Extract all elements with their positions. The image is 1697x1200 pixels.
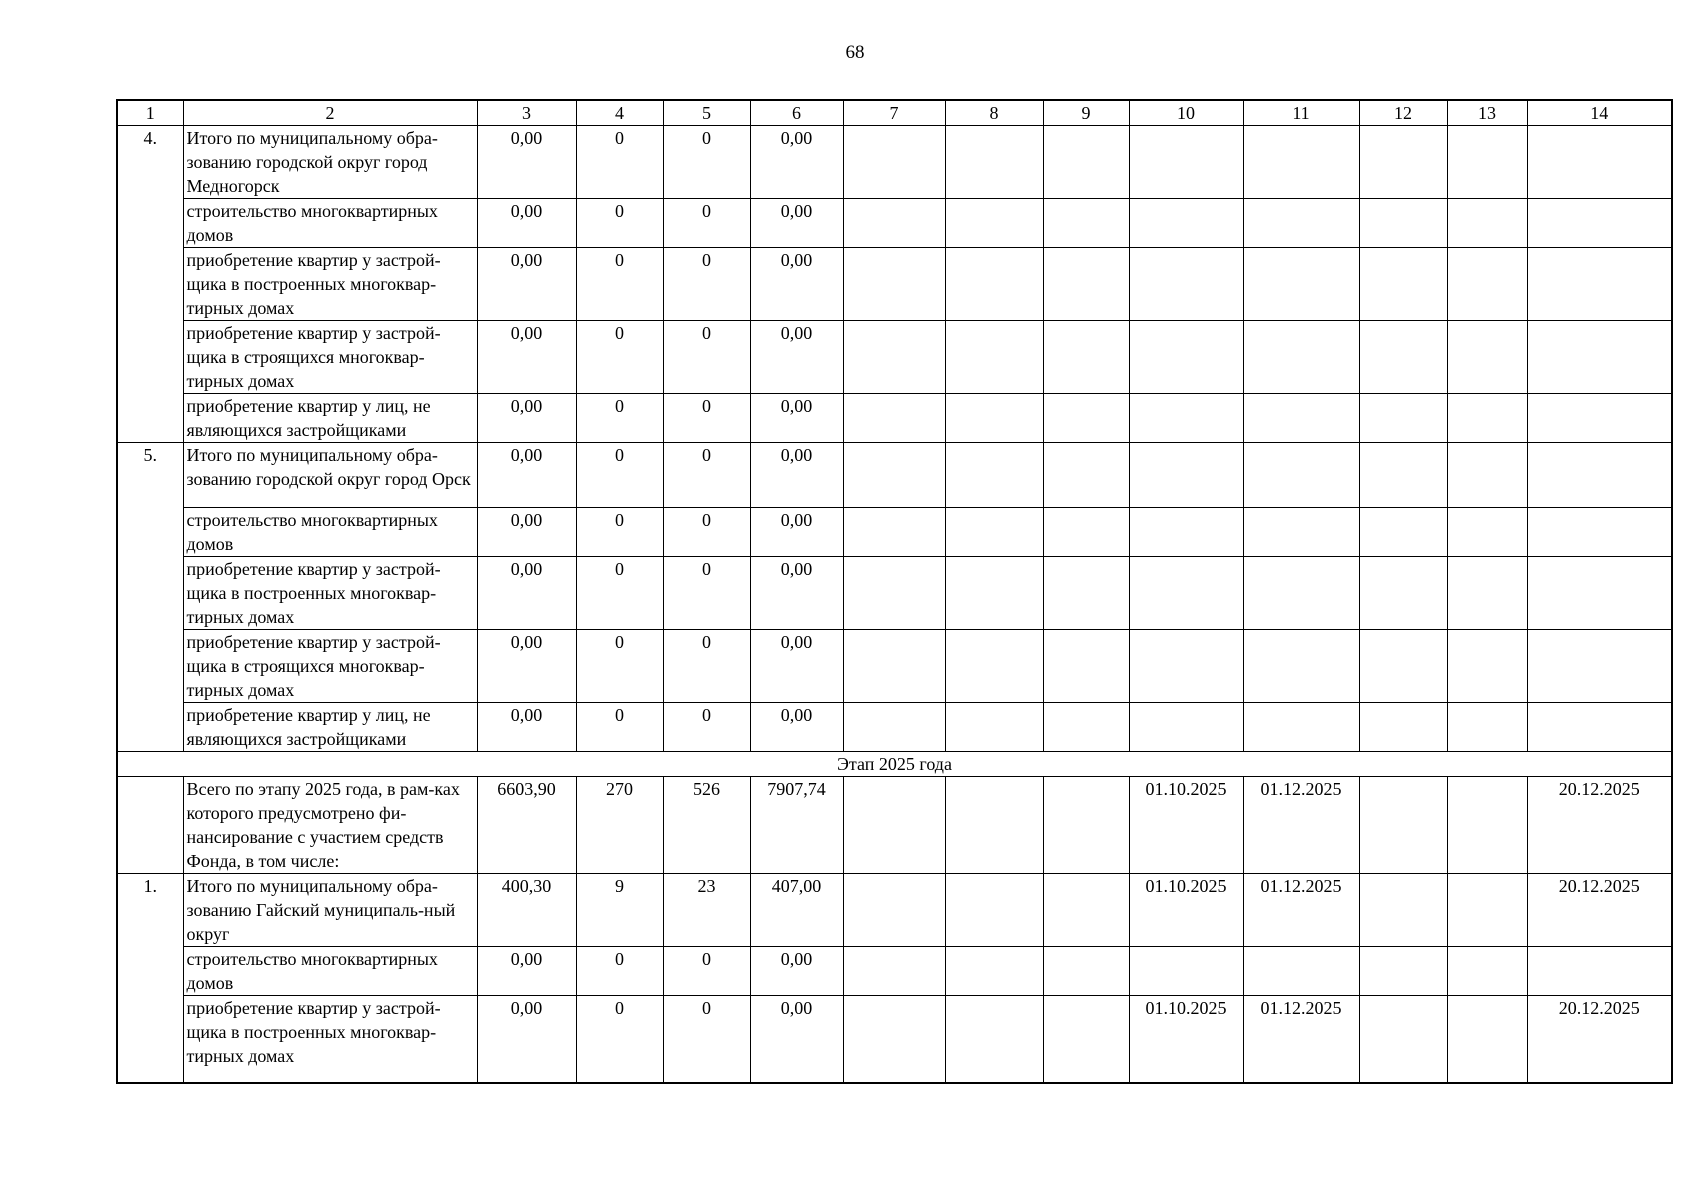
row-description: приобретение квартир у застрой-щика в строящихся многоквар-тирных домах [183,321,477,394]
cell-col-13 [1447,947,1527,996]
row-description: приобретение квартир у лиц, не являющихся застройщиками [183,703,477,752]
cell-col-10 [1129,248,1243,321]
cell-col-7 [843,703,945,752]
cell-col-9 [1043,630,1129,703]
cell-col-11 [1243,394,1359,443]
column-header-12: 12 [1359,100,1447,126]
column-header-5: 5 [663,100,750,126]
cell-col-9 [1043,557,1129,630]
cell-col-3: 400,30 [477,874,576,947]
cell-col-8 [945,199,1043,248]
cell-col-10: 01.10.2025 [1129,777,1243,874]
cell-col-11 [1243,443,1359,508]
cell-col-14 [1527,126,1672,199]
cell-col-4: 0 [576,443,663,508]
cell-col-12 [1359,557,1447,630]
column-header-7: 7 [843,100,945,126]
cell-col-8 [945,394,1043,443]
column-header-2: 2 [183,100,477,126]
cell-col-9 [1043,777,1129,874]
cell-col-6: 0,00 [750,126,843,199]
cell-col-7 [843,874,945,947]
row-description: строительство многоквартирных домов [183,199,477,248]
cell-col-7 [843,947,945,996]
cell-col-10 [1129,508,1243,557]
column-header-3: 3 [477,100,576,126]
cell-col-13 [1447,874,1527,947]
cell-col-10 [1129,394,1243,443]
cell-col-12 [1359,126,1447,199]
cell-col-5: 0 [663,508,750,557]
cell-col-3: 6603,90 [477,777,576,874]
cell-col-6: 0,00 [750,996,843,1083]
cell-col-12 [1359,248,1447,321]
cell-col-3: 0,00 [477,248,576,321]
cell-col-12 [1359,394,1447,443]
cell-col-14 [1527,508,1672,557]
cell-col-12 [1359,947,1447,996]
row-number: 1. [117,874,183,1083]
cell-col-13 [1447,126,1527,199]
cell-col-6: 0,00 [750,557,843,630]
cell-col-12 [1359,508,1447,557]
cell-col-9 [1043,248,1129,321]
cell-col-6: 7907,74 [750,777,843,874]
cell-col-5: 0 [663,394,750,443]
cell-col-9 [1043,947,1129,996]
cell-col-8 [945,777,1043,874]
cell-col-8 [945,557,1043,630]
cell-col-3: 0,00 [477,508,576,557]
column-header-10: 10 [1129,100,1243,126]
cell-col-6: 0,00 [750,703,843,752]
cell-col-8 [945,508,1043,557]
column-header-9: 9 [1043,100,1129,126]
column-header-1: 1 [117,100,183,126]
cell-col-8 [945,996,1043,1083]
table-row [117,996,1672,1083]
column-header-6: 6 [750,100,843,126]
cell-col-10 [1129,321,1243,394]
cell-col-12 [1359,874,1447,947]
stage-row [117,752,1672,777]
cell-col-10 [1129,199,1243,248]
cell-col-11: 01.12.2025 [1243,874,1359,947]
cell-col-9 [1043,199,1129,248]
row-number: 4. [117,126,183,443]
column-header-13: 13 [1447,100,1527,126]
cell-col-8 [945,443,1043,508]
cell-col-3: 0,00 [477,199,576,248]
cell-col-4: 0 [576,630,663,703]
cell-col-14: 20.12.2025 [1527,874,1672,947]
cell-col-10 [1129,703,1243,752]
cell-col-11 [1243,126,1359,199]
cell-col-13 [1447,703,1527,752]
cell-col-5: 0 [663,703,750,752]
cell-col-3: 0,00 [477,126,576,199]
cell-col-8 [945,248,1043,321]
table-row [117,199,1672,248]
table-row [117,703,1672,752]
cell-col-10: 01.10.2025 [1129,996,1243,1083]
cell-col-14 [1527,321,1672,394]
table-row [117,443,1672,508]
cell-col-9 [1043,394,1129,443]
cell-col-11 [1243,508,1359,557]
cell-col-3: 0,00 [477,703,576,752]
cell-col-3: 0,00 [477,394,576,443]
cell-col-11 [1243,321,1359,394]
cell-col-12 [1359,199,1447,248]
column-header-14: 14 [1527,100,1672,126]
cell-col-8 [945,874,1043,947]
cell-col-7 [843,394,945,443]
cell-col-6: 0,00 [750,508,843,557]
cell-col-10 [1129,126,1243,199]
table-row [117,126,1672,199]
cell-col-11: 01.12.2025 [1243,996,1359,1083]
cell-col-8 [945,126,1043,199]
cell-col-6: 0,00 [750,248,843,321]
cell-col-8 [945,321,1043,394]
cell-col-9 [1043,443,1129,508]
cell-col-11 [1243,630,1359,703]
cell-col-14 [1527,394,1672,443]
cell-col-13 [1447,557,1527,630]
row-description: строительство многоквартирных домов [183,508,477,557]
cell-col-7 [843,126,945,199]
cell-col-11 [1243,199,1359,248]
cell-col-6: 0,00 [750,394,843,443]
cell-col-13 [1447,394,1527,443]
cell-col-6: 0,00 [750,321,843,394]
cell-col-13 [1447,777,1527,874]
table-row [117,394,1672,443]
cell-col-11 [1243,557,1359,630]
cell-col-5: 0 [663,996,750,1083]
cell-col-6: 0,00 [750,947,843,996]
cell-col-13 [1447,996,1527,1083]
table-row [117,630,1672,703]
cell-col-14 [1527,199,1672,248]
cell-col-9 [1043,126,1129,199]
cell-col-3: 0,00 [477,996,576,1083]
cell-col-9 [1043,996,1129,1083]
cell-col-14 [1527,557,1672,630]
cell-col-9 [1043,703,1129,752]
header-row [117,100,1672,126]
cell-col-10 [1129,947,1243,996]
table-body [117,100,1672,1083]
cell-col-5: 23 [663,874,750,947]
cell-col-7 [843,996,945,1083]
cell-col-5: 0 [663,321,750,394]
cell-col-7 [843,557,945,630]
cell-col-12 [1359,703,1447,752]
page-number: 68 [845,42,865,63]
row-description: Итого по муниципальному обра-зованию городской округ город Орск [183,443,477,508]
row-description: Всего по этапу 2025 года, в рам-ках которого предусмотрено фи-нансирование с участием средств Фонда, в том числе: [183,777,477,874]
cell-col-4: 0 [576,199,663,248]
cell-col-7 [843,443,945,508]
table-row [117,321,1672,394]
cell-col-10: 01.10.2025 [1129,874,1243,947]
cell-col-13 [1447,248,1527,321]
cell-col-9 [1043,874,1129,947]
row-description: приобретение квартир у застрой-щика в построенных многоквар-тирных домах [183,996,477,1083]
row-description: приобретение квартир у застрой-щика в строящихся многоквар-тирных домах [183,630,477,703]
cell-col-4: 9 [576,874,663,947]
cell-col-11: 01.12.2025 [1243,777,1359,874]
cell-col-11 [1243,947,1359,996]
cell-col-14 [1527,443,1672,508]
cell-col-3: 0,00 [477,630,576,703]
cell-col-12 [1359,630,1447,703]
cell-col-5: 0 [663,248,750,321]
cell-col-6: 407,00 [750,874,843,947]
cell-col-13 [1447,630,1527,703]
row-description: Итого по муниципальному обра-зованию Гайский муниципаль-ный округ [183,874,477,947]
cell-col-14 [1527,947,1672,996]
cell-col-3: 0,00 [477,947,576,996]
cell-col-5: 526 [663,777,750,874]
program-table [116,99,1673,1084]
cell-col-7 [843,630,945,703]
cell-col-14 [1527,630,1672,703]
cell-col-10 [1129,443,1243,508]
table-row [117,248,1672,321]
cell-col-12 [1359,996,1447,1083]
table-row [117,777,1672,874]
cell-col-7 [843,777,945,874]
table-row [117,874,1672,947]
cell-col-7 [843,321,945,394]
cell-col-5: 0 [663,557,750,630]
cell-col-5: 0 [663,947,750,996]
cell-col-3: 0,00 [477,557,576,630]
cell-col-4: 0 [576,321,663,394]
column-header-8: 8 [945,100,1043,126]
cell-col-5: 0 [663,199,750,248]
cell-col-7 [843,508,945,557]
table-row [117,947,1672,996]
cell-col-13 [1447,321,1527,394]
cell-col-13 [1447,199,1527,248]
cell-col-13 [1447,443,1527,508]
cell-col-4: 0 [576,126,663,199]
row-description: Итого по муниципальному обра-зованию городской округ город Медногорск [183,126,477,199]
cell-col-8 [945,630,1043,703]
table-row [117,508,1672,557]
cell-col-4: 0 [576,703,663,752]
cell-col-12 [1359,443,1447,508]
row-description: приобретение квартир у застрой-щика в построенных многоквар-тирных домах [183,557,477,630]
cell-col-4: 0 [576,947,663,996]
cell-col-12 [1359,777,1447,874]
cell-col-14: 20.12.2025 [1527,777,1672,874]
cell-col-11 [1243,703,1359,752]
cell-col-12 [1359,321,1447,394]
cell-col-7 [843,199,945,248]
cell-col-10 [1129,557,1243,630]
stage-title: Этап 2025 года [117,752,1672,777]
cell-col-6: 0,00 [750,630,843,703]
cell-col-4: 0 [576,248,663,321]
row-description: строительство многоквартирных домов [183,947,477,996]
row-description: приобретение квартир у застрой-щика в построенных многоквар-тирных домах [183,248,477,321]
cell-col-5: 0 [663,126,750,199]
cell-col-10 [1129,630,1243,703]
cell-col-7 [843,248,945,321]
column-header-11: 11 [1243,100,1359,126]
cell-col-14 [1527,703,1672,752]
column-header-4: 4 [576,100,663,126]
cell-col-14 [1527,248,1672,321]
cell-col-11 [1243,248,1359,321]
cell-col-5: 0 [663,443,750,508]
cell-col-8 [945,703,1043,752]
cell-col-4: 0 [576,557,663,630]
cell-col-9 [1043,508,1129,557]
cell-col-3: 0,00 [477,443,576,508]
cell-col-3: 0,00 [477,321,576,394]
cell-col-13 [1447,508,1527,557]
cell-col-14: 20.12.2025 [1527,996,1672,1083]
cell-col-5: 0 [663,630,750,703]
row-number: 5. [117,443,183,752]
row-description: приобретение квартир у лиц, не являющихся застройщиками [183,394,477,443]
cell-col-8 [945,947,1043,996]
cell-col-4: 270 [576,777,663,874]
cell-col-4: 0 [576,394,663,443]
cell-col-6: 0,00 [750,443,843,508]
cell-col-9 [1043,321,1129,394]
cell-col-6: 0,00 [750,199,843,248]
cell-col-4: 0 [576,508,663,557]
row-number [117,777,183,874]
cell-col-4: 0 [576,996,663,1083]
table-row [117,557,1672,630]
